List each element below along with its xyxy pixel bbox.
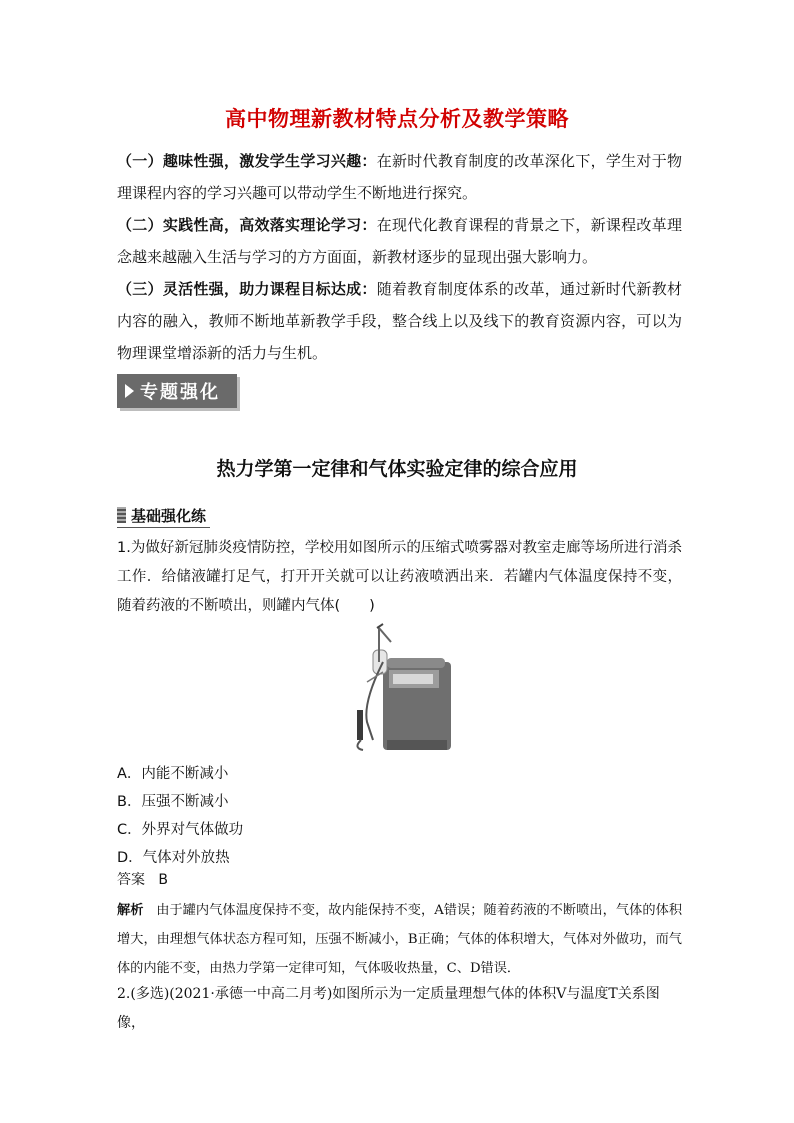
intro-text-2: 在现代化教育课程的背景之下，新课程改革理念越来越融入生活与学习的方方面面，新教材逐步的显现出强大影响力。 bbox=[117, 216, 682, 266]
answer-value: B bbox=[158, 872, 168, 888]
option-c: C．外界对气体做功 bbox=[117, 822, 244, 838]
option-a: A．内能不断减小 bbox=[117, 766, 229, 782]
intro-paragraph-2 bbox=[117, 209, 682, 273]
question-2-stem: 2.(多选)(2021·承德一中高二月考)如图所示为一定质量理想气体的体积V与温度T关系图像， bbox=[117, 986, 660, 1031]
intro-label-2: （二）实践性高，高效落实理论学习： bbox=[117, 216, 377, 234]
explanation bbox=[117, 896, 682, 983]
intro-paragraph-1 bbox=[117, 145, 682, 209]
topic-title: 热力学第一定律和气体实验定律的综合应用 bbox=[216, 458, 578, 480]
answer-label: 答案 bbox=[117, 872, 145, 888]
sprayer-image bbox=[343, 622, 458, 757]
option-d: D．气体对外放热 bbox=[117, 850, 230, 866]
question-1-stem: 1.为做好新冠肺炎疫情防控，学校用如图所示的压缩式喷雾器对教室走廊等场所进行消杀工作．给储液罐打足气，打开开关就可以让药液喷洒出来．若罐内气体温度保持不变，随着药液的不断喷出，则罐内气体( ) bbox=[117, 540, 682, 614]
question-1-options bbox=[117, 760, 243, 872]
option-b: B．压强不断减小 bbox=[117, 794, 229, 810]
topic-banner bbox=[117, 374, 237, 408]
intro-label-1: （一）趣味性强，激发学生学习兴趣： bbox=[117, 152, 377, 170]
explanation-text: 由于罐内气体温度保持不变，故内能保持不变，A错误；随着药液的不断喷出，气体的体积增大，由理想气体状态方程可知，压强不断减小，B正确；气体的体积增大，气体对外做功，而气体的内能不变，由热力学第一定律可知，气体吸收热量，C、D错误． bbox=[117, 903, 683, 976]
intro-text-1: 在新时代教育制度的改革深化下，学生对于物理课程内容的学习兴趣可以带动学生不断地进行探究。 bbox=[117, 152, 682, 202]
section-marker-icon bbox=[117, 507, 126, 523]
banner-label: 专题强化 bbox=[140, 382, 220, 403]
explanation-label: 解析 bbox=[117, 903, 144, 918]
section-heading bbox=[117, 503, 210, 528]
intro-text-3: 随着教育制度体系的改革，通过新时代新教材内容的融入，教师不断地革新教学手段，整合线上以及线下的教育资源内容，可以为物理课堂增添新的活力与生机。 bbox=[117, 280, 682, 362]
answer-line bbox=[117, 869, 168, 889]
section-label: 基础强化练 bbox=[131, 506, 207, 525]
article-title: 高中物理新教材特点分析及教学策略 bbox=[225, 107, 569, 131]
triangle-arrow-icon bbox=[125, 384, 134, 398]
intro-label-3: （三）灵活性强，助力课程目标达成： bbox=[117, 280, 377, 298]
intro-paragraphs bbox=[117, 145, 682, 369]
intro-paragraph-3 bbox=[117, 273, 682, 369]
